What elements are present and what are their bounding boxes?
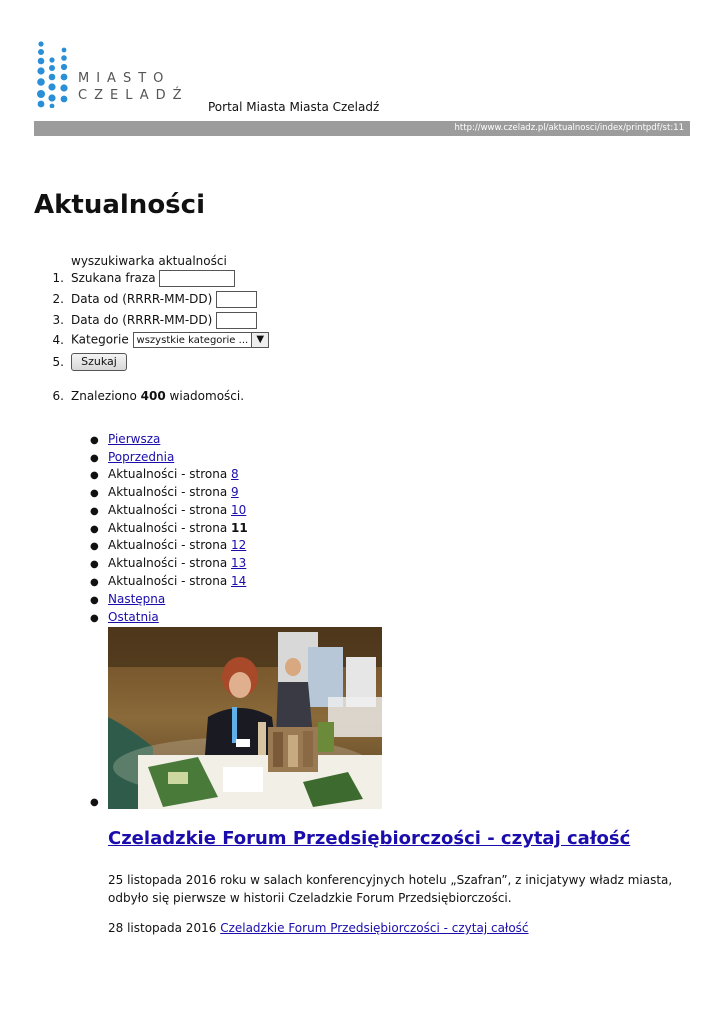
row-number: 1.	[52, 271, 64, 285]
article-meta	[108, 921, 529, 935]
bullet-icon: ●	[90, 559, 99, 570]
pager-item-page	[90, 485, 239, 499]
pager-item-page	[90, 538, 246, 552]
pager-page-link[interactable]: 8	[231, 467, 239, 481]
results-prefix: Znaleziono	[71, 389, 137, 403]
city-logo	[36, 40, 216, 110]
pager-item-first	[90, 432, 160, 446]
search-phrase-input[interactable]	[159, 270, 235, 287]
bullet-icon: ●	[90, 797, 99, 808]
pager-first-link[interactable]: Pierwsza	[108, 432, 161, 446]
bullet-icon: ●	[90, 470, 99, 481]
results-suffix: wiadomości.	[169, 389, 245, 403]
article-lead: 25 listopada 2016 roku w salach konferencyjnych hotelu „Szafran”, z inicjatywy władz miasta, odbyło się pierwsze w historii Czeladzkie Forum Przedsiębiorczości.	[108, 873, 673, 905]
article-date: 28 listopada 2016	[108, 921, 217, 935]
row-number: 3.	[52, 313, 64, 327]
pager-page-prefix: Aktualności - strona	[108, 538, 228, 552]
pager-item-prev	[90, 450, 174, 464]
search-phrase-row	[34, 270, 235, 287]
bullet-icon: ●	[90, 541, 99, 552]
pager-page-link[interactable]: 9	[231, 485, 239, 499]
search-button[interactable]: Szukaj	[71, 353, 127, 371]
pager-item-page	[90, 467, 239, 481]
pager-next-link[interactable]: Następna	[108, 592, 166, 606]
dropdown-arrow-icon: ▼	[251, 333, 268, 347]
pager-page-link[interactable]: 12	[231, 538, 247, 552]
article-title	[108, 828, 630, 849]
logo-wordmark	[78, 70, 189, 104]
row-number: 2.	[52, 292, 64, 306]
pager-last-link[interactable]: Ostatnia	[108, 610, 159, 624]
pager-item-current	[90, 521, 248, 535]
pager-page-link[interactable]: 13	[231, 556, 247, 570]
bullet-icon: ●	[90, 595, 99, 606]
date-from-row	[34, 291, 257, 308]
article-title-link[interactable]: Czeladzkie Forum Przedsiębiorczości - czytaj całość	[108, 828, 631, 849]
pager-item-page	[90, 574, 246, 588]
date-from-label: Data od (RRRR-MM-DD)	[71, 292, 213, 306]
article-read-more-link[interactable]: Czeladzkie Forum Przedsiębiorczości - czytaj całość	[220, 921, 529, 935]
url-bar: http://www.czeladz.pl/aktualnosci/index/printpdf/st:11	[34, 121, 690, 136]
portal-title: Portal Miasta Miasta Czeladź	[208, 100, 380, 114]
pager-page-prefix: Aktualności - strona	[108, 521, 228, 535]
bullet-icon: ●	[90, 577, 99, 588]
pager-item-page	[90, 556, 246, 570]
pager-item-next	[90, 592, 165, 606]
date-to-row	[34, 312, 257, 329]
logo-dots-icon	[36, 40, 70, 108]
date-from-input[interactable]	[216, 291, 257, 308]
pager-item-page	[90, 503, 246, 517]
date-to-input[interactable]	[216, 312, 257, 329]
bullet-icon: ●	[90, 613, 99, 624]
row-number: 6.	[52, 389, 64, 403]
article-photo[interactable]	[108, 627, 382, 809]
pager-current-page: 11	[231, 521, 248, 535]
results-count	[34, 389, 244, 403]
page-title: Aktualności	[34, 190, 205, 220]
pager-page-prefix: Aktualności - strona	[108, 574, 228, 588]
logo-line-2: CZELADŹ	[78, 88, 189, 103]
search-form-label: wyszukiwarka aktualności	[71, 254, 227, 268]
bullet-icon: ●	[90, 524, 99, 535]
date-to-label: Data do (RRRR-MM-DD)	[71, 313, 213, 327]
pager-page-link[interactable]: 14	[231, 574, 247, 588]
pager-page-prefix: Aktualności - strona	[108, 503, 228, 517]
submit-row	[34, 353, 127, 371]
logo-line-1: MIASTO	[78, 71, 171, 86]
pager-page-link[interactable]: 10	[231, 503, 247, 517]
pager-prev-link[interactable]: Poprzednia	[108, 450, 175, 464]
bullet-icon: ●	[90, 506, 99, 517]
article-photo-image	[108, 627, 382, 809]
category-select[interactable]	[133, 332, 270, 348]
pager-page-prefix: Aktualności - strona	[108, 467, 228, 481]
category-row	[34, 332, 269, 348]
row-number: 4.	[52, 332, 64, 347]
category-select-value: wszystkie kategorie ...	[136, 334, 249, 346]
pager-item-last	[90, 610, 159, 624]
category-label: Kategorie	[71, 332, 129, 347]
results-number: 400	[140, 389, 166, 403]
pager-page-prefix: Aktualności - strona	[108, 556, 228, 570]
pager-page-prefix: Aktualności - strona	[108, 485, 228, 499]
bullet-icon: ●	[90, 453, 99, 464]
bullet-icon: ●	[90, 435, 99, 446]
row-number: 5.	[52, 354, 64, 369]
bullet-icon: ●	[90, 488, 99, 499]
search-phrase-label: Szukana fraza	[71, 271, 156, 285]
